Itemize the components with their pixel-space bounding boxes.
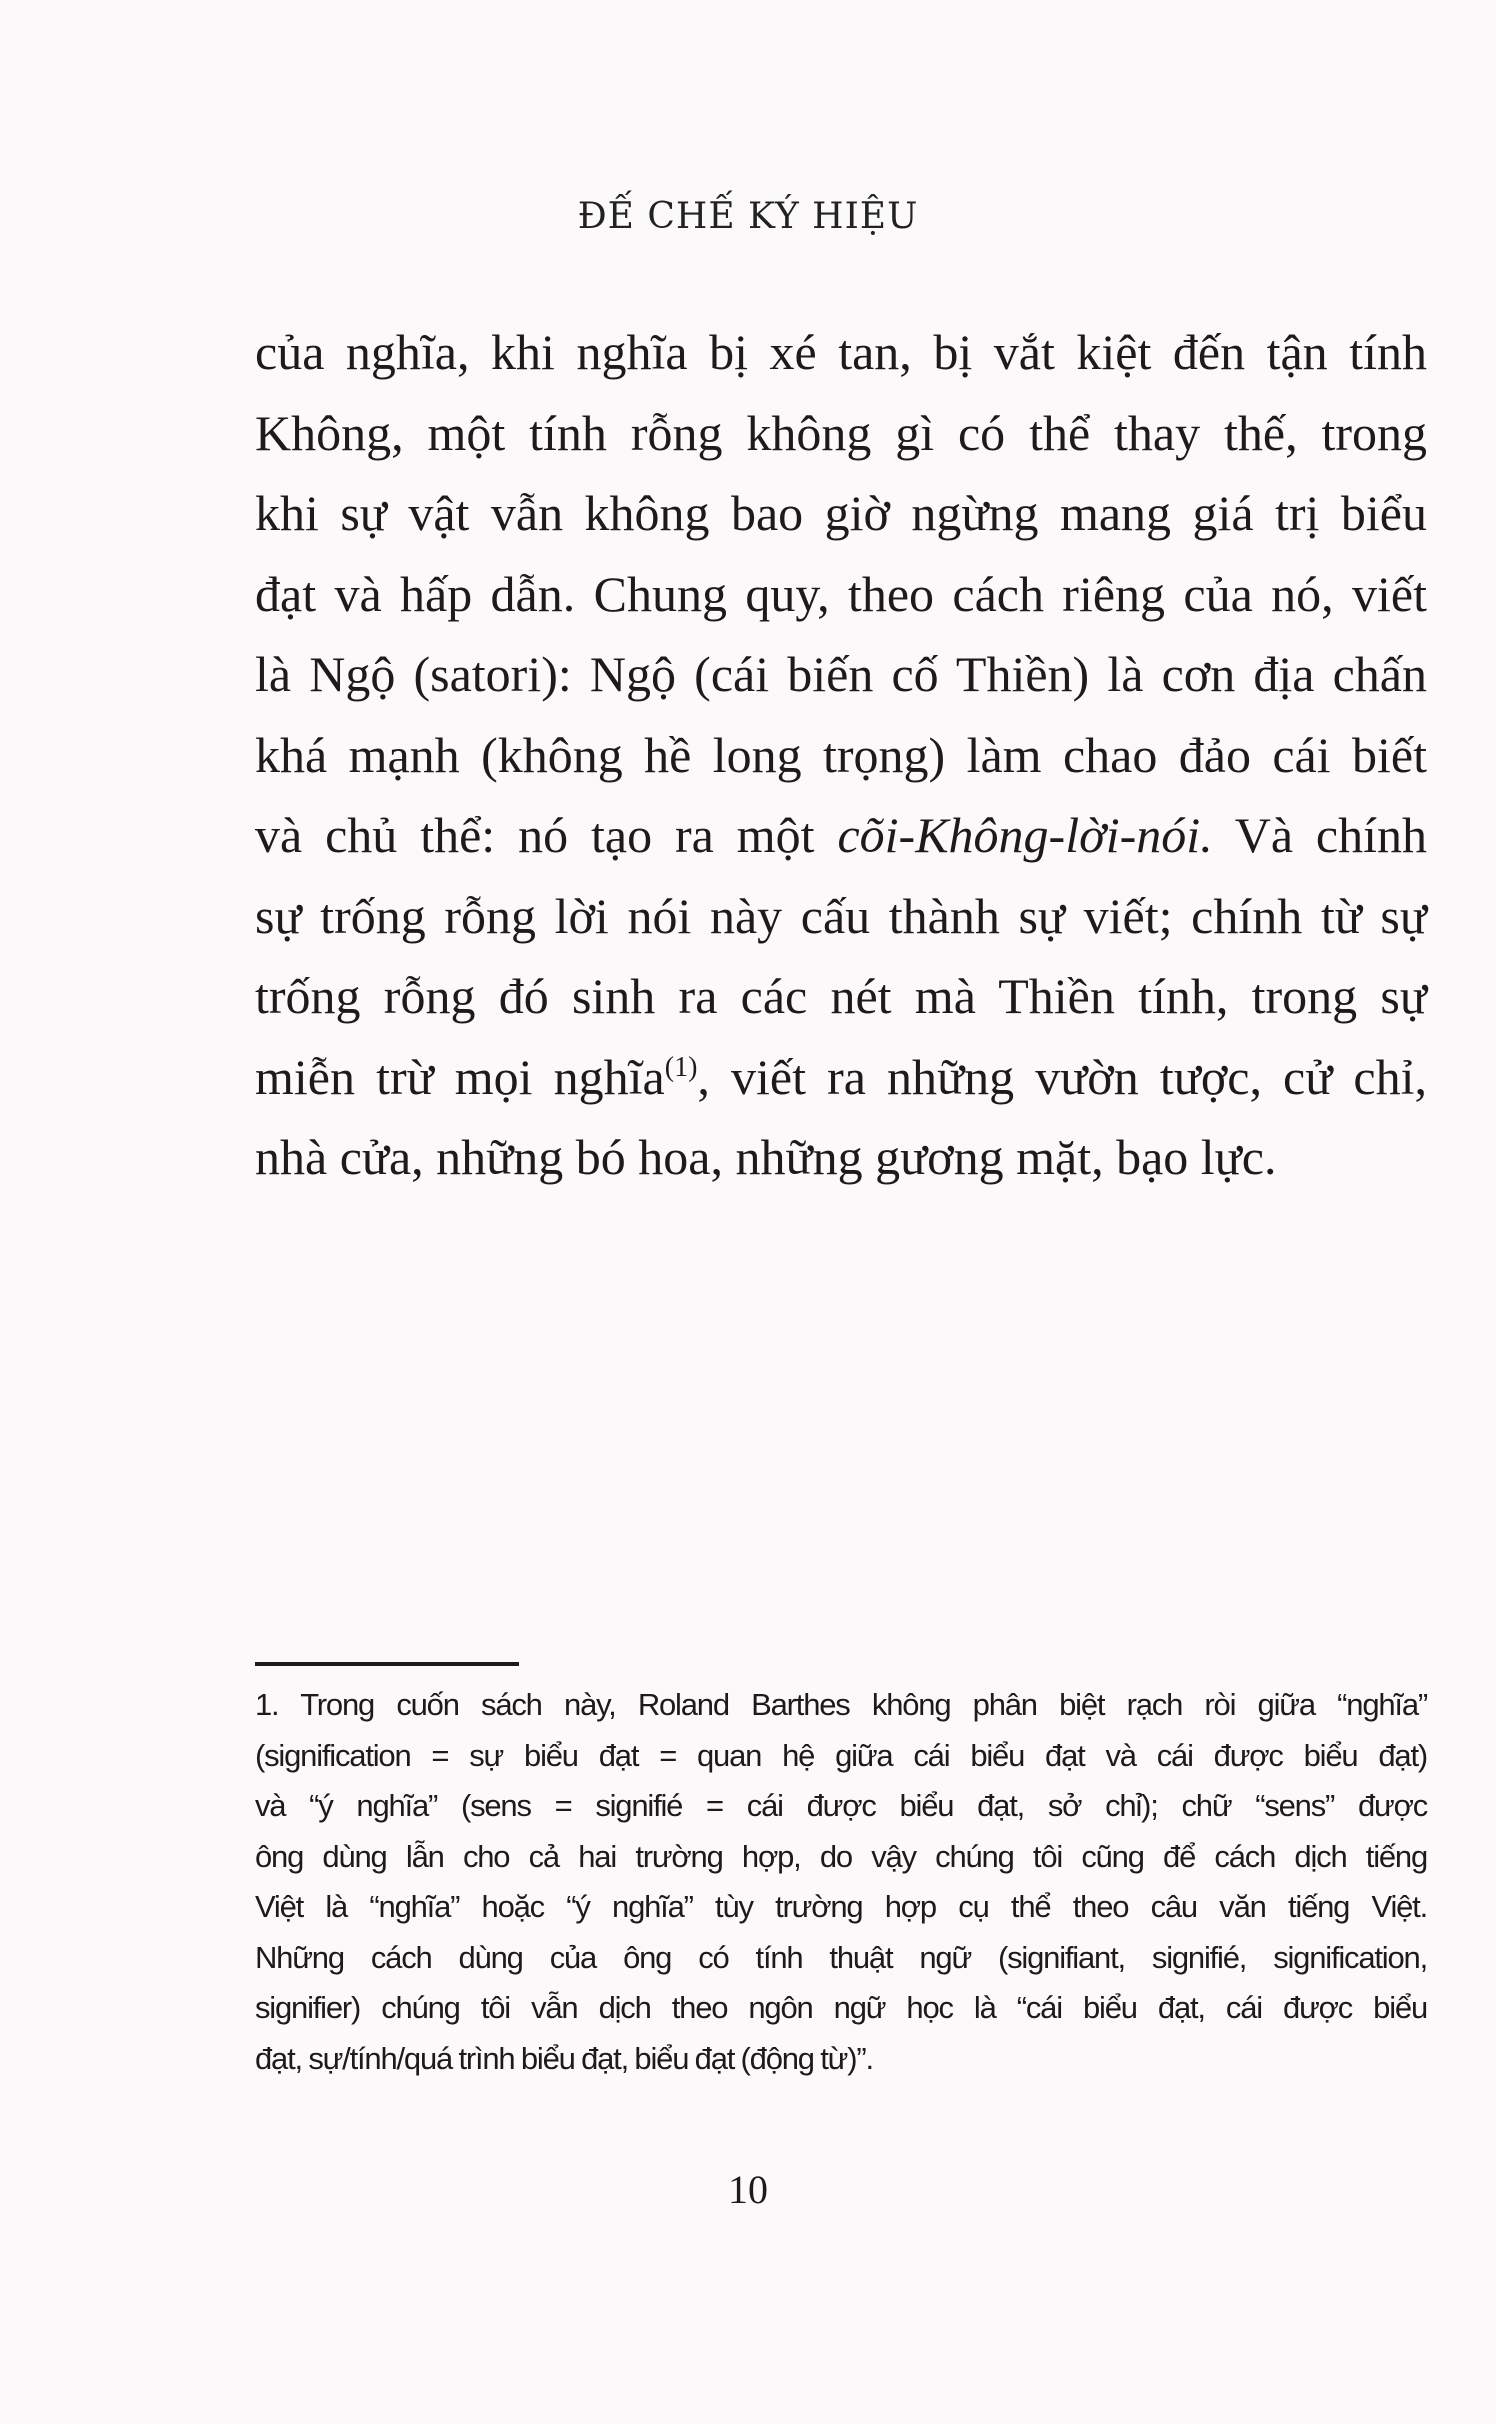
footnote-line: ông dùng lẫn cho cả hai trường hợp, do vậy chúng tôi cũng để cách dịch tiếng [255,1838,1427,1874]
body-line [255,1037,1427,1118]
body-line: của nghĩa, khi nghĩa bị xé tan, bị vắt kiệt đến tận tính [255,324,1427,380]
text-segment: , viết ra những vườn tược, cử chỉ, [697,1048,1428,1105]
footnote-line: và “ý nghĩa” (sens = signifié = cái được biểu đạt, sở chỉ); chữ “sens” được [255,1788,1427,1823]
running-header: ĐẾ CHẾ KÝ HIỆU [577,196,919,237]
body-line: Không, một tính rỗng không gì có thể thay thế, trong [255,404,1427,461]
body-line: trống rỗng đó sinh ra các nét mà Thiền tính, trong sự [255,968,1427,1024]
footnote [255,1680,1427,2084]
footnote-line: 1. Trong cuốn sách này, Roland Barthes không phân biệt rạch ròi giữa “nghĩa” [255,1687,1427,1722]
body-text [255,312,1427,1198]
footnote-line: signifier) chúng tôi vẫn dịch theo ngôn ngữ học là “cái biểu đạt, cái được biểu [255,1990,1427,2025]
body-line: nhà cửa, những bó hoa, những gương mặt, bạo lực. [255,1129,1277,1185]
body-line: khi sự vật vẫn không bao giờ ngừng mang giá trị biểu [255,485,1427,541]
footnote-line: Việt là “nghĩa” hoặc “ý nghĩa” tùy trường hợp cụ thể theo câu văn tiếng Việt. [255,1889,1427,1924]
italic-term: cõi-Không-lời-nói. [837,807,1213,863]
body-line: sự trống rỗng lời nói này cấu thành sự viết; chính từ sự [255,887,1427,944]
body-line: là Ngộ (satori): Ngộ (cái biến cố Thiền) là cơn địa chấn [255,646,1427,702]
footnote-line: (signification = sự biểu đạt = quan hệ giữa cái biểu đạt và cái được biểu đạt) [255,1737,1427,1773]
body-line: khá mạnh (không hề long trọng) làm chao đảo cái biết [255,726,1427,783]
footnote-divider [255,1662,519,1666]
footnote-line: Những cách dùng của ông có tính thuật ngữ (signifiant, signifié, signification, [255,1939,1427,1975]
text-segment: Và chính [1212,807,1428,863]
body-line: đạt và hấp dẫn. Chung quy, theo cách riêng của nó, viết [255,565,1427,622]
text-segment: và chủ thể: nó tạo ra một [255,807,838,863]
page-number: 10 [728,2167,768,2212]
footnote-reference: (1) [664,1051,698,1083]
footnote-line: đạt, sự/tính/quá trình biểu đạt, biểu đạt (động từ)”. [255,2040,873,2076]
text-segment: miễn trừ mọi nghĩa [255,1048,665,1105]
body-line [255,795,1427,876]
